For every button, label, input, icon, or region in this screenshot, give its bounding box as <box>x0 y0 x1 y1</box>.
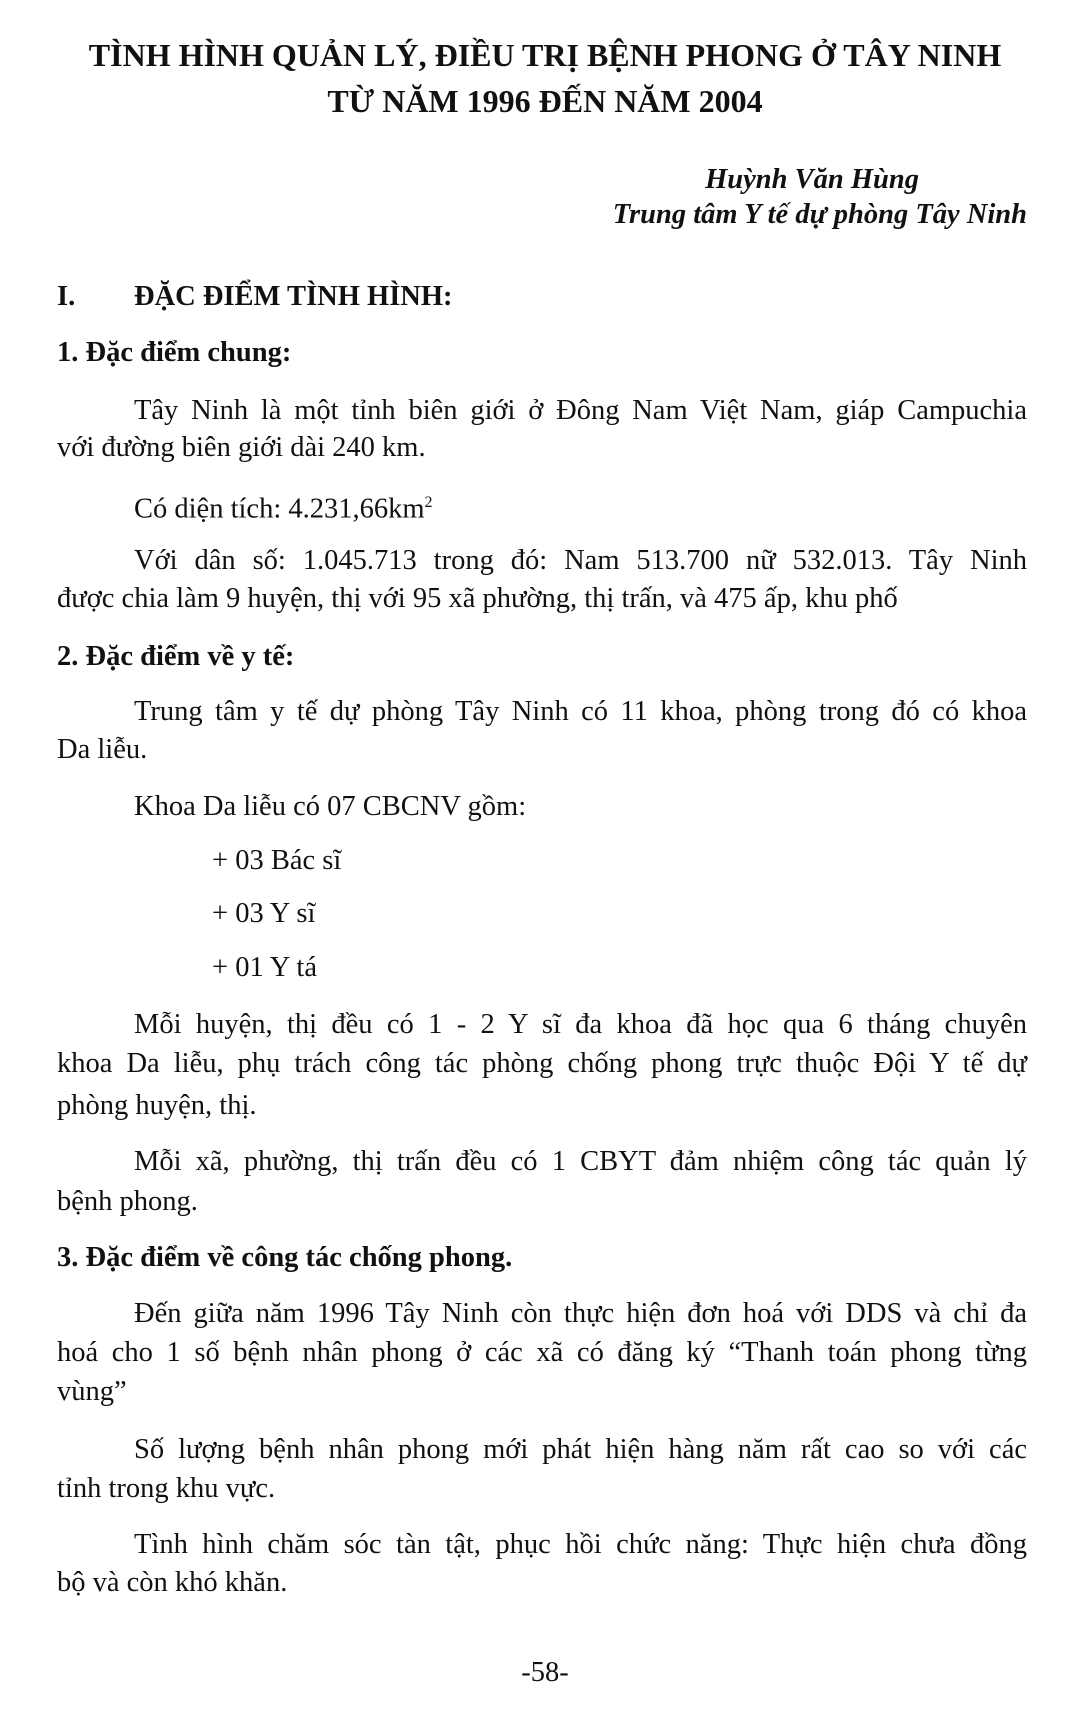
paragraph-line: bộ và còn khó khăn. <box>57 1567 288 1598</box>
paragraph-line: tỉnh trong khu vực. <box>57 1473 276 1504</box>
heading-1: 1. Đặc điểm chung: <box>57 337 292 368</box>
title-line-2: TỪ NĂM 1996 ĐẾN NĂM 2004 <box>327 83 763 119</box>
area-line: Có diện tích: $4.231,66km^2$ <box>134 493 433 525</box>
paragraph-line: bệnh phong. <box>57 1186 198 1217</box>
page-number: -58- <box>521 1657 569 1688</box>
paragraph-line: Khoa Da liễu có 07 CBCNV gồm: <box>134 791 527 822</box>
paragraph-line: khoa Da liễu, phụ trách công tác phòng chống phong trực thuộc Đội Y tế dự <box>57 1048 1027 1079</box>
heading-3: 3. Đặc điểm về công tác chống phong. <box>57 1242 513 1273</box>
paragraph-line: Số lượng bệnh nhân phong mới phát hiện hàng năm rất cao so với các <box>134 1434 1027 1465</box>
paragraph-line: hoá cho 1 số bệnh nhân phong ở các xã có đăng ký “Thanh toán phong từng <box>57 1337 1027 1368</box>
paragraph-line: Tây Ninh là một tỉnh biên giới ở Đông Nam Việt Nam, giáp Campuchia <box>134 395 1027 426</box>
paragraph-line: Với dân số: 1.045.713 trong đó: Nam 513.700 nữ 532.013. Tây Ninh <box>134 545 1027 576</box>
section-title: ĐẶC ĐIỂM TÌNH HÌNH: <box>134 281 453 312</box>
paragraph-line: Đến giữa năm 1996 Tây Ninh còn thực hiện đơn hoá với DDS và chỉ đa <box>134 1298 1027 1329</box>
paragraph-line: vùng” <box>57 1376 127 1407</box>
paragraph-line: Da liễu. <box>57 734 148 765</box>
section-number: I. <box>57 281 76 312</box>
author-affiliation: Trung tâm Y tế dự phòng Tây Ninh <box>612 199 1027 230</box>
author-name: Huỳnh Văn Hùng <box>705 164 919 195</box>
paragraph-line: Tình hình chăm sóc tàn tật, phục hồi chức năng: Thực hiện chưa đồng <box>134 1529 1027 1560</box>
paragraph-line: phòng huyện, thị. <box>57 1090 257 1121</box>
paragraph-line: Mỗi xã, phường, thị trấn đều có 1 CBYT đảm nhiệm công tác quản lý <box>134 1146 1027 1177</box>
paragraph-line: Mỗi huyện, thị đều có 1 - 2 Y sĩ đa khoa đã học qua 6 tháng chuyên <box>134 1009 1027 1040</box>
paragraph-line: được chia làm 9 huyện, thị với 95 xã phường, thị trấn, và 475 ấp, khu phố <box>57 583 898 614</box>
paragraph-line: Trung tâm y tế dự phòng Tây Ninh có 11 khoa, phòng trong đó có khoa <box>134 696 1027 727</box>
staff-item: + 03 Y sĩ <box>212 898 316 929</box>
staff-item: + 01 Y tá <box>212 952 317 983</box>
staff-item: + 03 Bác sĩ <box>212 845 342 876</box>
paragraph-line: với đường biên giới dài 240 km. <box>57 432 426 463</box>
heading-2: 2. Đặc điểm về y tế: <box>57 641 295 672</box>
title-line-1: TÌNH HÌNH QUẢN LÝ, ĐIỀU TRỊ BỆNH PHONG Ở TÂY NINH <box>88 37 1002 73</box>
